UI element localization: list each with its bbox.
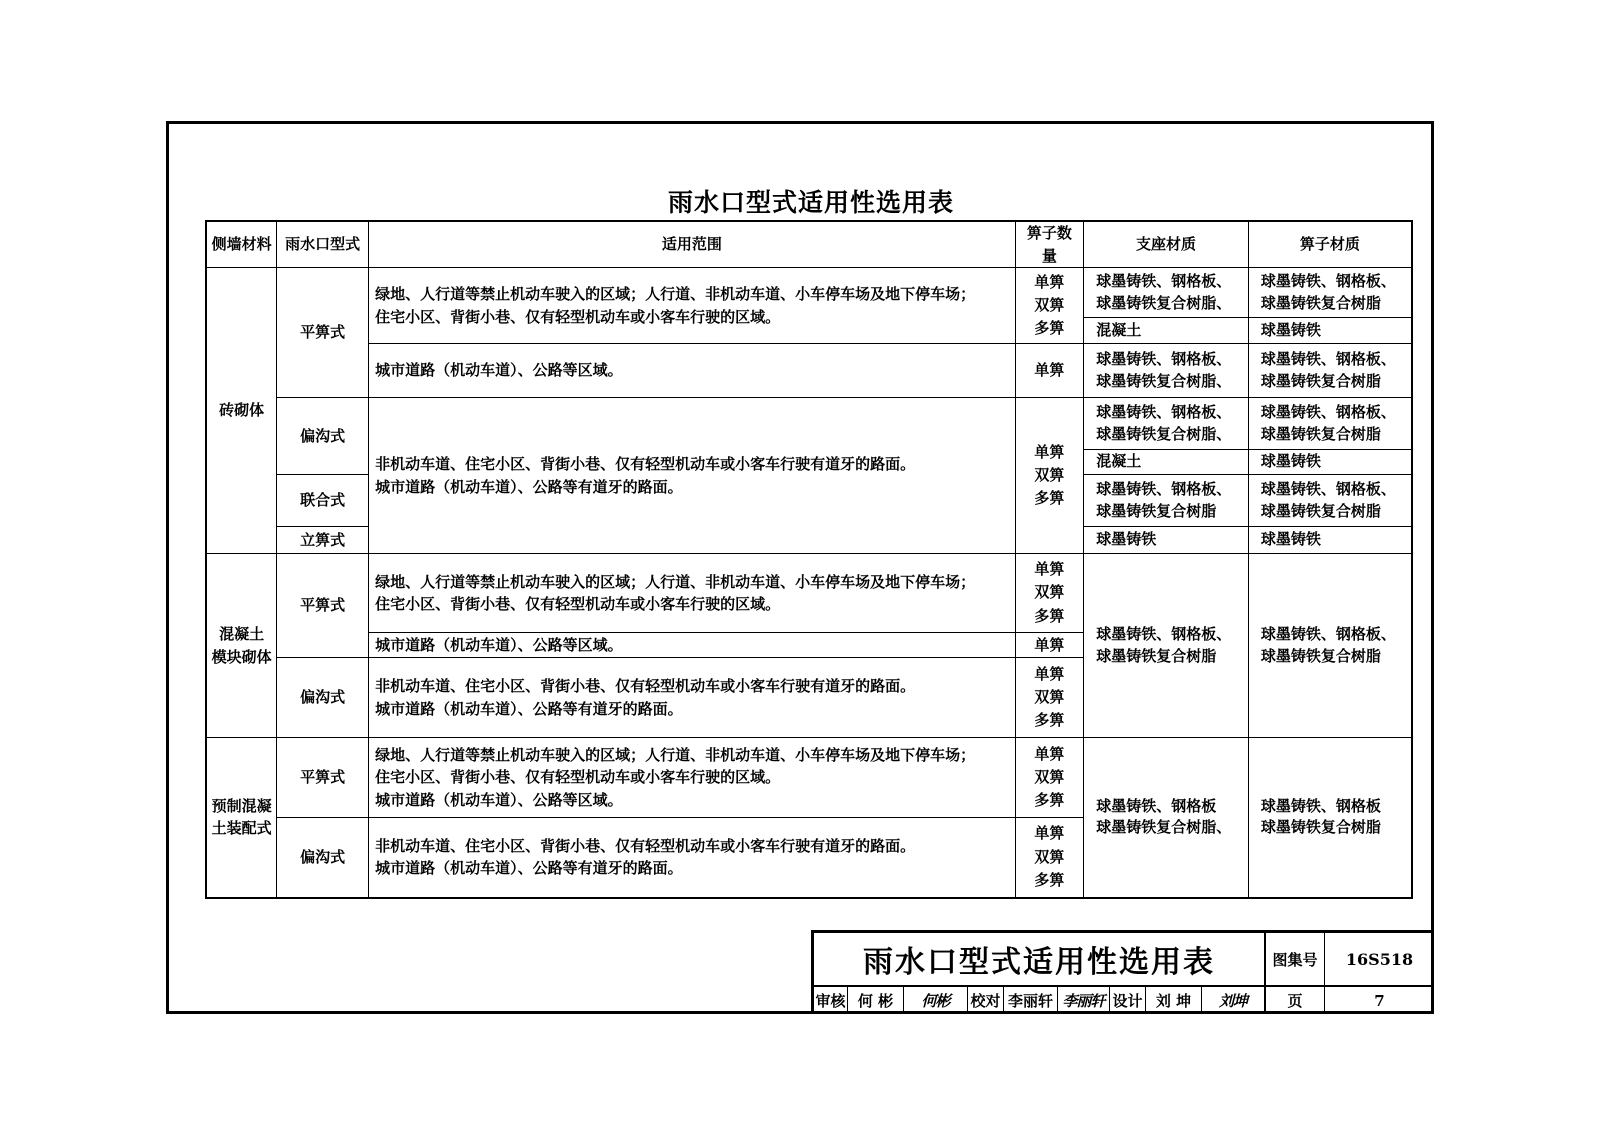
grate-multi: 多箅 bbox=[1034, 489, 1065, 508]
scope-line: 绿地、人行道等禁止机动车驶入的区域；人行道、非机动车道、小车停车场及地下停车场； bbox=[375, 745, 976, 764]
material-line: 球墨铸铁复合树脂 bbox=[1096, 501, 1217, 520]
atlas-number: 16S518 bbox=[1345, 949, 1414, 969]
scope-flat-light bbox=[369, 554, 1015, 633]
material-line: 球墨铸铁、钢格板、 bbox=[1260, 479, 1396, 498]
material-line: 球墨铸铁复合树脂 bbox=[1260, 424, 1381, 443]
header-grate-count: 箅子数量 bbox=[1015, 221, 1084, 268]
grate-material bbox=[1248, 475, 1412, 527]
scope-road: 城市道路（机动车道）、公路等区域。 bbox=[369, 344, 1015, 398]
table-row bbox=[206, 554, 1412, 633]
grate-double: 双箅 bbox=[1034, 687, 1065, 706]
type-side-brick: 偏沟式 bbox=[277, 398, 369, 475]
material-line: 球墨铸铁复合树脂 bbox=[1260, 818, 1381, 837]
material-line: 球墨铸铁、钢格板、 bbox=[1096, 349, 1232, 368]
grate-count bbox=[1015, 268, 1084, 344]
wall-line: 模块砌体 bbox=[211, 647, 272, 666]
material-line: 球墨铸铁、钢格板、 bbox=[1096, 402, 1232, 421]
scope-line: 绿地、人行道等禁止机动车驶入的区域；人行道、非机动车道、小车停车场及地下停车场； bbox=[375, 285, 976, 303]
material-line: 球墨铸铁复合树脂 bbox=[1260, 646, 1381, 665]
grate-multi: 多箅 bbox=[1034, 606, 1065, 625]
seat-material bbox=[1084, 554, 1249, 738]
scope-line: 城市道路（机动车道）、公路等有道牙的路面。 bbox=[375, 477, 683, 496]
grate-double: 双箅 bbox=[1034, 465, 1065, 484]
grate-single: 单箅 bbox=[1034, 560, 1065, 579]
scope-line: 城市道路（机动车道）、公路等区域。 bbox=[375, 790, 623, 809]
seat-material: 球墨铸铁 bbox=[1084, 527, 1249, 554]
scope-line: 绿地、人行道等禁止机动车驶入的区域；人行道、非机动车道、小车停车场及地下停车场； bbox=[375, 572, 976, 591]
designer-name: 刘 坤 bbox=[1146, 987, 1202, 1014]
table-row bbox=[206, 344, 1412, 398]
type-side-block: 偏沟式 bbox=[277, 658, 369, 738]
review-label: 审核 bbox=[814, 987, 848, 1014]
material-line: 球墨铸铁、钢格板、 bbox=[1096, 271, 1232, 290]
header-seat-material: 支座材质 bbox=[1084, 221, 1249, 268]
grate-count bbox=[1015, 554, 1084, 633]
scope-flat-light bbox=[369, 268, 1015, 344]
grate-multi: 多箅 bbox=[1034, 319, 1065, 338]
scope-line: 住宅小区、背街小巷、仅有轻型机动车或小客车行驶的区域。 bbox=[375, 595, 781, 613]
material-line: 球墨铸铁复合树脂 bbox=[1260, 293, 1381, 312]
material-line: 球墨铸铁、钢格板、 bbox=[1260, 349, 1396, 368]
type-vertical: 立箅式 bbox=[277, 527, 369, 554]
seat-material bbox=[1084, 738, 1249, 898]
grate-double: 双箅 bbox=[1034, 767, 1065, 786]
grate-material: 球墨铸铁 bbox=[1248, 527, 1412, 554]
seat-material bbox=[1084, 344, 1249, 398]
scope-road: 城市道路（机动车道）、公路等区域。 bbox=[369, 633, 1015, 658]
scope-line: 非机动车道、住宅小区、背街小巷、仅有轻型机动车或小客车行驶有道牙的路面。 bbox=[375, 455, 916, 473]
header-wall-material: 侧墙材料 bbox=[206, 221, 277, 268]
material-line: 球墨铸铁复合树脂、 bbox=[1096, 424, 1232, 443]
scope-line: 住宅小区、背街小巷、仅有轻型机动车或小客车行驶的区域。 bbox=[375, 307, 781, 326]
seat-material: 混凝土 bbox=[1084, 450, 1249, 475]
page-number: 7 bbox=[1374, 991, 1385, 1010]
type-flat-brick: 平箅式 bbox=[277, 268, 369, 398]
material-line: 球墨铸铁复合树脂、 bbox=[1096, 818, 1232, 837]
reviewer-name: 何 彬 bbox=[848, 987, 904, 1014]
title-block-title: 雨水口型式适用性选用表 bbox=[814, 933, 1266, 985]
wall-line: 预制混凝 bbox=[211, 796, 272, 815]
atlas-label: 图集号 bbox=[1266, 933, 1325, 985]
grate-double: 双箅 bbox=[1034, 583, 1065, 602]
check-label: 校对 bbox=[968, 987, 1004, 1014]
grate-count bbox=[1015, 738, 1084, 818]
material-line: 球墨铸铁、钢格板、 bbox=[1260, 271, 1396, 290]
grate-material bbox=[1248, 398, 1412, 450]
scope-line: 城市道路（机动车道）、公路等有道牙的路面。 bbox=[375, 859, 683, 878]
wall-concrete-block bbox=[206, 554, 277, 738]
table-row bbox=[206, 268, 1412, 318]
grate-material bbox=[1248, 268, 1412, 318]
grate-count bbox=[1015, 658, 1084, 738]
type-flat-block: 平箅式 bbox=[277, 554, 369, 658]
material-line: 球墨铸铁复合树脂、 bbox=[1096, 293, 1232, 312]
title-block bbox=[811, 930, 1434, 1014]
scope-line: 城市道路（机动车道）、公路等有道牙的路面。 bbox=[375, 699, 683, 718]
grate-count: 单箅 bbox=[1015, 633, 1084, 658]
grate-material bbox=[1248, 554, 1412, 738]
design-label: 设计 bbox=[1110, 987, 1146, 1014]
seat-material bbox=[1084, 268, 1249, 318]
grate-material bbox=[1248, 738, 1412, 898]
wall-line: 混凝土 bbox=[219, 625, 265, 643]
material-line: 球墨铸铁、钢格板、 bbox=[1260, 624, 1396, 643]
grate-material bbox=[1248, 344, 1412, 398]
grate-single: 单箅 bbox=[1034, 272, 1065, 291]
wall-brick: 砖砌体 bbox=[206, 268, 277, 554]
material-line: 球墨铸铁、钢格板 bbox=[1096, 796, 1217, 815]
material-line: 球墨铸铁、钢格板、 bbox=[1260, 402, 1396, 421]
table-row bbox=[206, 738, 1412, 818]
wall-line: 土装配式 bbox=[211, 819, 272, 838]
grate-count bbox=[1015, 398, 1084, 554]
checker-signature: 李丽轩 bbox=[1058, 987, 1110, 1014]
grate-single: 单箅 bbox=[1034, 664, 1065, 683]
material-line: 球墨铸铁、钢格板 bbox=[1260, 796, 1381, 815]
seat-material: 混凝土 bbox=[1084, 318, 1249, 344]
table-header-row bbox=[206, 221, 1412, 268]
page-title: 雨水口型式适用性选用表 bbox=[667, 188, 954, 217]
type-flat-precast: 平箅式 bbox=[277, 738, 369, 818]
type-side-precast: 偏沟式 bbox=[277, 818, 369, 898]
page-label: 页 bbox=[1266, 987, 1325, 1014]
header-inlet-type: 雨水口型式 bbox=[277, 221, 369, 268]
seat-material bbox=[1084, 475, 1249, 527]
designer-signature: 刘坤 bbox=[1202, 987, 1266, 1014]
seat-material bbox=[1084, 398, 1249, 450]
table-row bbox=[206, 398, 1412, 450]
reviewer-signature: 何彬 bbox=[904, 987, 968, 1014]
scope-curb bbox=[369, 658, 1015, 738]
header-grate-material: 箅子材质 bbox=[1248, 221, 1412, 268]
grate-multi: 多箅 bbox=[1034, 870, 1065, 889]
material-line: 球墨铸铁、钢格板、 bbox=[1096, 479, 1232, 498]
grate-material: 球墨铸铁 bbox=[1248, 450, 1412, 475]
material-line: 球墨铸铁复合树脂、 bbox=[1096, 371, 1232, 390]
material-line: 球墨铸铁、钢格板、 bbox=[1096, 624, 1232, 643]
signature-row bbox=[814, 985, 1434, 1014]
grate-single: 单箅 bbox=[1034, 744, 1065, 763]
scope-line: 非机动车道、住宅小区、背街小巷、仅有轻型机动车或小客车行驶有道牙的路面。 bbox=[375, 836, 916, 855]
grate-material: 球墨铸铁 bbox=[1248, 318, 1412, 344]
grate-count bbox=[1015, 818, 1084, 898]
grate-multi: 多箅 bbox=[1034, 791, 1065, 810]
header-scope: 适用范围 bbox=[369, 221, 1015, 268]
scope-curb bbox=[369, 818, 1015, 898]
wall-precast bbox=[206, 738, 277, 898]
type-combined: 联合式 bbox=[277, 475, 369, 527]
grate-multi: 多箅 bbox=[1034, 711, 1065, 730]
selection-table bbox=[205, 220, 1413, 899]
grate-double: 双箅 bbox=[1034, 295, 1065, 314]
material-line: 球墨铸铁复合树脂 bbox=[1096, 646, 1217, 665]
material-line: 球墨铸铁复合树脂 bbox=[1260, 371, 1381, 390]
scope-line: 非机动车道、住宅小区、背街小巷、仅有轻型机动车或小客车行驶有道牙的路面。 bbox=[375, 677, 916, 695]
checker-name: 李丽轩 bbox=[1004, 987, 1058, 1014]
grate-count: 单箅 bbox=[1015, 344, 1084, 398]
scope-line: 住宅小区、背街小巷、仅有轻型机动车或小客车行驶的区域。 bbox=[375, 768, 781, 787]
scope-curb bbox=[369, 398, 1015, 554]
material-line: 球墨铸铁复合树脂 bbox=[1260, 501, 1381, 520]
scope-flat-all bbox=[369, 738, 1015, 818]
grate-double: 双箅 bbox=[1034, 847, 1065, 866]
grate-single: 单箅 bbox=[1034, 442, 1065, 461]
grate-single: 单箅 bbox=[1034, 824, 1065, 843]
